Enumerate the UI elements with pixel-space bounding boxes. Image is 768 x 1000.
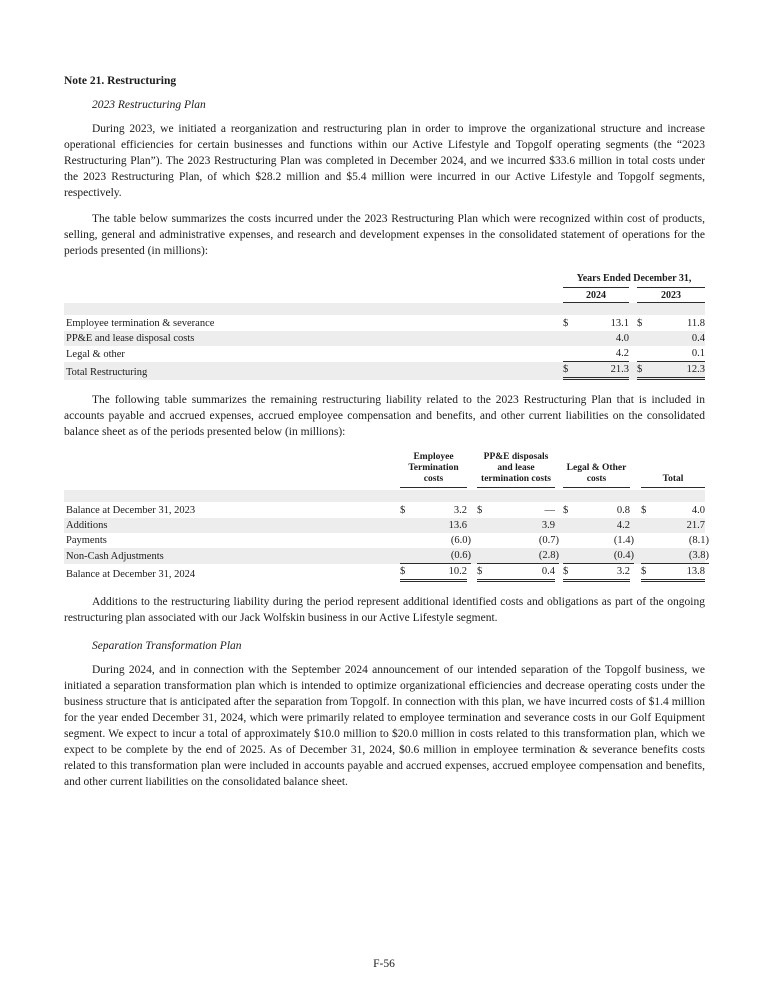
value-cell: (0.7) [538,535,559,546]
value-cell: 3.9 [541,520,555,531]
value-cell: 21.7 [686,520,705,531]
paragraph-additions-explanation: Additions to the restructuring liability during the period represent additional identified costs and obligations as part of the ongoing restructuring plan associated with our Jack Wolfskin business in our Active Lifestyle segment. [64,596,705,624]
value-cell: 3.2 [577,564,630,582]
dollar-sign-cell: $ [641,564,655,582]
dollar-sign-cell: $ [400,505,406,516]
value-cell: 13.6 [448,520,467,531]
section-heading-separation-transformation-plan: Separation Transformation Plan [92,640,242,652]
dollar-sign-cell [641,529,655,533]
dollar-sign-cell: $ [563,505,569,516]
dollar-sign-cell: $ [641,505,647,516]
value-cell: 4.0 [691,505,705,516]
value-cell: (2.8) [491,548,559,564]
value-cell: 4.2 [577,346,629,362]
table1-body [64,316,705,380]
table1-col-2024: 2024 [563,288,629,303]
costs-incurred-table [64,273,705,380]
dollar-sign-cell: $ [563,362,577,380]
dollar-sign-cell: $ [563,318,569,329]
paragraph-liability-table-intro: The following table summarizes the remaining restructuring liability related to the 2023 Restructuring Plan that is included in accounts payable and accrued expenses, accrued employee compensation and benefits, and other current liabilities on the consolidated balance sheet as of the periods presented below (in millions): [64,394,705,438]
row-label: Legal & other [66,349,125,360]
table1-span-header-row [64,273,705,285]
value-cell: 21.3 [577,362,629,380]
table-row [64,503,705,518]
row-label: Non-Cash Adjustments [66,551,164,562]
row-label: PP&E and lease disposal costs [66,333,195,344]
value-cell: 13.8 [655,564,705,582]
dollar-sign-cell: $ [477,505,483,516]
value-cell: (8.1) [688,535,709,546]
value-cell: 0.8 [616,505,630,516]
table2-col-ppe-disposals: PP&E disposals and lease termination costs [477,452,555,488]
row-label: Balance at December 31, 2023 [66,505,196,516]
table2-col-legal-other: Legal & Other costs [563,463,630,488]
note-title: Note 21. Restructuring [64,75,177,87]
value-cell: 4.0 [615,333,629,344]
value-cell: (0.6) [414,548,471,564]
paragraph-separation-plan: During 2024, and in connection with the September 2024 announcement of our intended separation of the Topgolf business, we initiated a separation transformation plan which is intended to optimize organizational efficiencies and decrease operating costs under the business structure that is anticipated after the separation from Topgolf. In connection with this plan, we have incurred costs of $1.4 million for the year ended December 31, 2024, which were primarily related to employee termination and severance costs in our Golf Equipment segment. We expect to incur a total of approximately $10.0 million to $20.0 million in costs related to this transformation plan, which we expect to be complete by the end of 2025. As of December 31, 2024, $0.6 million in employee termination & severance benefits costs related to this transformation plan were included in accounts payable and accrued expenses, accrued employee compensation and benefits, and other current liabilities on the consolidated balance sheet. [64,664,705,788]
dollar-sign-cell [477,529,491,533]
table-row [64,548,709,564]
table1-span-header: Years Ended December 31, [576,273,692,284]
table2-header-row [64,452,705,488]
row-label: Payments [66,535,107,546]
value-cell: 3.2 [453,505,467,516]
value-cell: (3.8) [655,548,709,564]
value-cell: — [544,505,555,516]
value-cell: 0.4 [491,564,555,582]
table2-body [64,503,709,582]
row-label: Additions [66,520,108,531]
dollar-sign-cell [477,544,491,548]
value-cell: 12.3 [651,362,705,380]
table-row [64,533,709,548]
row-label: Balance at December 31, 2024 [66,569,196,580]
dollar-sign-cell [400,544,414,548]
table2-col-total: Total [641,474,705,488]
dollar-sign-cell [400,529,414,533]
table1-year-header-row [64,288,705,303]
row-label: Total Restructuring [66,367,148,378]
dollar-sign-cell: $ [477,564,491,582]
section-heading-2023-restructuring-plan: 2023 Restructuring Plan [92,99,206,111]
value-cell: (1.4) [613,535,634,546]
value-cell: 10.2 [414,564,467,582]
table-row [64,518,705,533]
table1-col-2023: 2023 [637,288,705,303]
table-row [64,316,705,331]
dollar-sign-cell [563,544,577,548]
table-row [64,346,705,362]
dollar-sign-cell [641,544,655,548]
dollar-sign-cell [563,529,577,533]
value-cell: 11.8 [687,318,705,329]
value-cell: (0.4) [577,548,634,564]
table-row [64,331,705,346]
table1-empty-band [64,303,705,315]
value-cell: 0.4 [691,333,705,344]
footer-page-number: F-56 [373,958,395,970]
value-cell: (6.0) [450,535,471,546]
paragraph-costs-table-intro: The table below summarizes the costs incurred under the 2023 Restructuring Plan which were recognized within cost of products, selling, general and administrative expenses, and research and development expenses in the consolidated statement of operations for the periods presented (in millions): [64,213,705,257]
table2-col-employee-termination: Employee Termination costs [400,452,467,488]
dollar-sign-cell: $ [637,318,643,329]
dollar-sign-cell [563,342,577,346]
table-row [64,362,705,380]
dollar-sign-cell: $ [563,564,577,582]
restructuring-liability-table [64,452,709,582]
dollar-sign-cell [637,342,651,346]
dollar-sign-cell: $ [400,564,414,582]
row-label: Employee termination & severance [66,318,215,329]
table2-empty-band [64,490,705,502]
dollar-sign-cell: $ [637,362,651,380]
paragraph-2023-plan-overview: During 2023, we initiated a reorganization and restructuring plan in order to improve the organizational structure and increase operational efficiencies for certain businesses and functions within our Active Lifestyle and Topgolf operating segments (the “2023 Restructuring Plan”). The 2023 Restructuring Plan was completed in December 2024, and we incurred $33.6 million in total costs under the 2023 Restructuring Plan, of which $28.2 million and $5.4 million were incurred in our Active Lifestyle and Topgolf segments, respectively. [64,123,705,199]
table-row [64,564,705,582]
value-cell: 4.2 [616,520,630,531]
value-cell: 0.1 [651,346,705,362]
value-cell: 13.1 [610,318,629,329]
